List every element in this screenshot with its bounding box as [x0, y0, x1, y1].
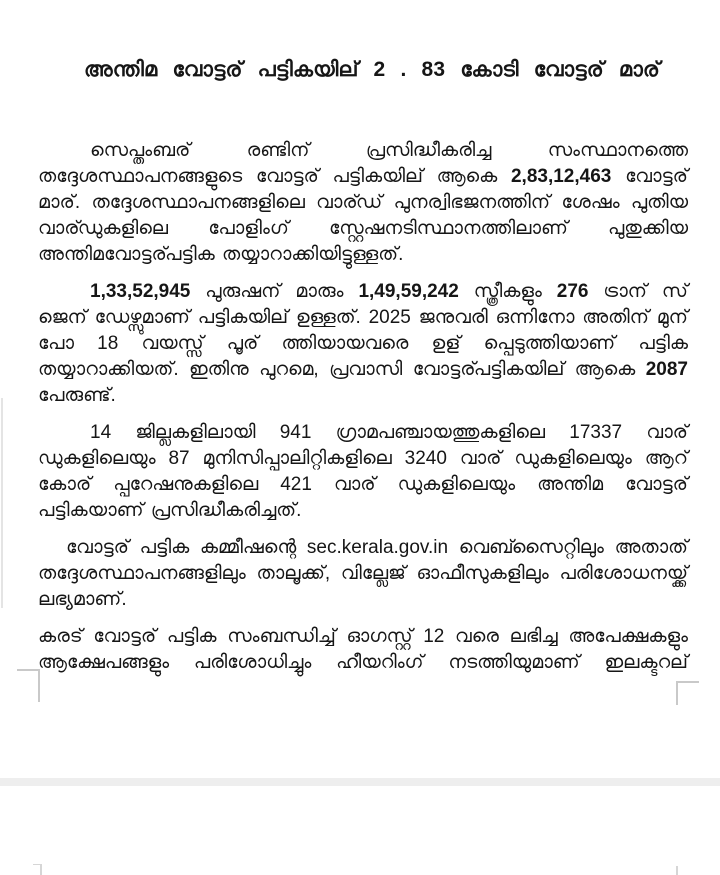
text-segment: വോട്ടര് മാര്. തദ്ദേശസ്ഥാപനങ്ങളിലെ വാര്ഡ് പുനര്വിഭജനത്തിന് ശേഷം പുതിയ വാര്ഡുകളിലെ പോളിംഗ് സ്റ്റേഷനടിസ്ഥാനത്തിലാണ് പുതുക്കിയ അന്തിമവോട്ടര്പട്ടിക തയ്യാറാക്കിയിട്ടുള്ളത്.	[38, 166, 688, 265]
text-segment: പുരുഷന് മാരും	[190, 281, 359, 302]
bold-figure: 2087	[645, 359, 688, 380]
article-body	[38, 138, 688, 687]
text-segment: സെപ്തംബര് രണ്ടിന് പ്രസിദ്ധീകരിച്ച സംസ്ഥാനത്തെ തദ്ദേശസ്ഥാപനങ്ങളുടെ വോട്ടര് പട്ടികയില് ആകെ	[38, 140, 688, 187]
text-segment: 14 ജില്ലകളിലായി 941 ഗ്രാമപഞ്ചായത്തുകളിലെ 17337 വാര് ഡുകളിലെയും 87 മുനിസിപ്പാലിറ്റികളിലെ 3240 വാര് ഡുകളിലെയും ആറ് കോര് പ്പറേഷനുകളിലെ 421 വാര് ഡുകളിലെയും അന്തിമ വോട്ടര് പട്ടികയാണ് പ്രസിദ്ധീകരിച്ചത്.	[38, 422, 688, 521]
paragraph	[38, 624, 688, 676]
crop-mark-bottom-right	[676, 866, 678, 875]
crop-mark-top-right	[676, 681, 699, 705]
paragraph	[38, 279, 688, 409]
bold-figure: 2,83,12,463	[510, 166, 612, 187]
text-segment: സ്ത്രീകളും	[458, 281, 557, 302]
text-segment: വോട്ടര് പട്ടിക കമ്മീഷന്റെ sec.kerala.gov.in വെബ്സൈറ്റിലും അതാത് തദ്ദേശസ്ഥാപനങ്ങളിലും താലൂക്ക്, വില്ലേജ് ഓഫീസുകളിലും പരിശോധനയ്ക്ക് ലഭ്യമാണ്.	[38, 537, 688, 610]
crop-mark-bottom-left	[33, 864, 42, 875]
bold-figure: 1,33,52,945	[90, 281, 191, 302]
paragraph	[38, 420, 688, 524]
paragraph	[38, 535, 688, 613]
scan-edge-line	[1, 398, 3, 608]
text-segment: പേരുണ്ട്.	[38, 385, 116, 406]
text-segment: കരട് വോട്ടര് പട്ടിക സംബന്ധിച്ച് ഓഗസ്റ്റ് 12 വരെ ലഭിച്ച അപേക്ഷകളും ആക്ഷേപങ്ങളും പരിശോധിച്ചും ഹീയറിംഗ് നടത്തിയുമാണ് ഇലക്ടറല്	[38, 626, 688, 673]
paragraph	[38, 138, 688, 268]
bold-figure: 1,49,59,242	[358, 281, 459, 302]
bold-figure: 276	[556, 281, 589, 302]
text-segment: ട്രാന് സ് ജെന് ഡേഴ്സുമാണ് പട്ടികയില് ഉള്ളത്. 2025 ജനുവരി ഒന്നിനോ അതിന് മുന് പോ 18 വയസ്സ് പൂര് ത്തിയായവരെ ഉള് പ്പെടുത്തിയാണ് പട്ടിക തയ്യാറാക്കിയത്. ഇതിനു പുറമെ, പ്രവാസി വോട്ടര്പട്ടികയില് ആകെ	[38, 281, 689, 380]
scan-band	[0, 778, 720, 786]
page-title: അന്തിമ വോട്ടര് പട്ടികയില് 2 . 83 കോടി വോട്ടര് മാര്	[83, 58, 661, 81]
crop-mark-top-left	[17, 669, 40, 702]
